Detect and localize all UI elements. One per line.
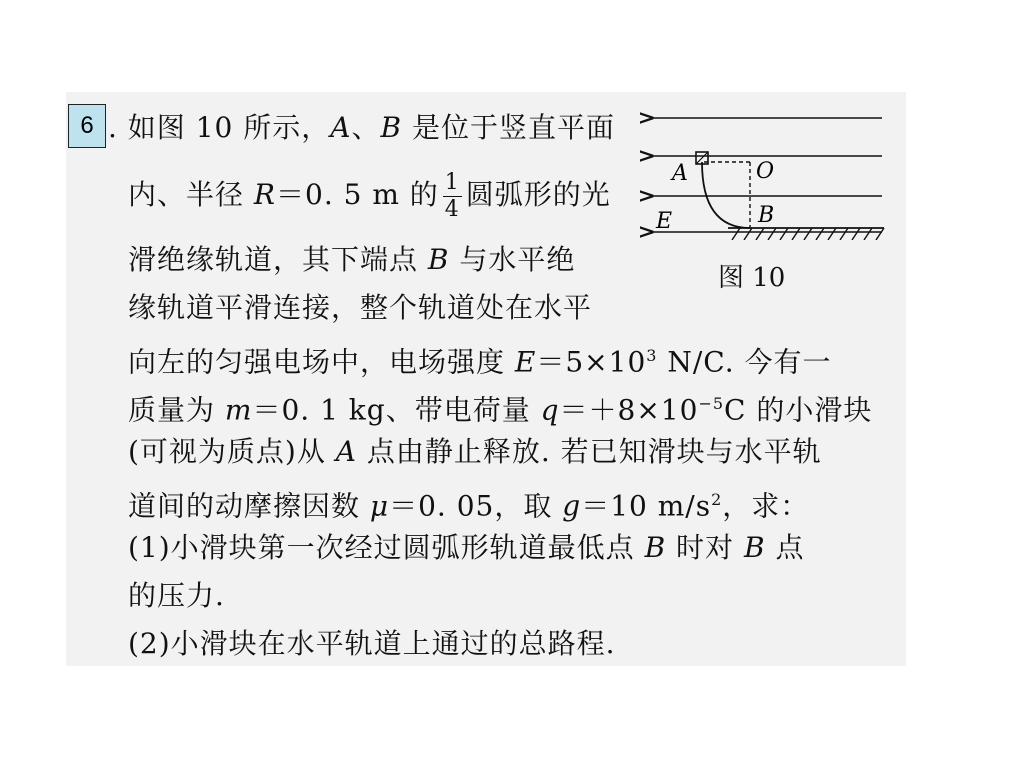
text-segment: 圆弧形的光: [465, 178, 611, 211]
label-E: E: [656, 209, 673, 234]
text-segment: 点由静止释放. 若已知滑块与水平轨: [356, 435, 822, 468]
text-segment: (可视为质点)从: [128, 435, 336, 468]
text-segment: ＝0. 1 kg、带电荷量: [252, 393, 541, 427]
math-var: B: [427, 243, 450, 276]
text-segment: 向左的匀强电场中，电场强度: [128, 345, 515, 379]
math-var: R: [253, 178, 276, 211]
problem-line-2: [128, 172, 611, 221]
text-segment: 时对: [666, 531, 744, 564]
math-var: B: [380, 111, 403, 144]
math-var: A: [335, 435, 357, 468]
problem-line-8: [128, 480, 809, 526]
math-var: B: [644, 531, 667, 564]
exponent: 2: [711, 490, 723, 509]
math-var: m: [224, 393, 253, 427]
problem-line-7: [128, 432, 822, 472]
problem-line-6: [128, 384, 872, 430]
fraction: [443, 172, 462, 221]
math-var: A: [330, 111, 352, 144]
fraction-denominator: 4: [444, 197, 460, 222]
text-segment: 质量为: [128, 393, 225, 427]
problem-line-4: [128, 288, 592, 328]
problem-line-1: [108, 108, 615, 148]
text-segment: 点: [765, 531, 805, 564]
text-segment: ＝0. 05，取: [389, 489, 563, 523]
text-segment: ＝10 m/s: [581, 489, 712, 523]
text-segment: 的压力.: [128, 579, 225, 612]
text-segment: 与水平绝: [449, 243, 576, 276]
math-var: E: [514, 345, 537, 379]
text-segment: 缘轨道平滑连接，整个轨道处在水平: [128, 291, 593, 324]
label-B: B: [758, 203, 775, 228]
text-segment: 是位于竖直平面: [402, 111, 615, 144]
problem-line-10: [128, 576, 225, 616]
math-var: g: [562, 489, 582, 523]
text-segment: 滑绝缘轨道，其下端点: [128, 243, 428, 276]
text-segment: C 的小滑块: [724, 393, 873, 427]
math-var: q: [540, 393, 560, 427]
text-segment: ＝0. 5 m 的: [276, 178, 439, 211]
text-segment: . 如图 10 所示，: [108, 111, 331, 144]
problem-line-3: [128, 240, 575, 280]
text-segment: N/C. 今有一: [657, 345, 832, 379]
fraction-numerator: 1: [444, 170, 460, 195]
text-segment: 内、半径: [128, 178, 254, 211]
problem-line-9: [128, 528, 804, 568]
text-segment: ＝＋8×10: [559, 393, 699, 427]
text-segment: 道间的动摩擦因数: [128, 489, 370, 523]
text-segment: ，求：: [722, 489, 810, 523]
problem-line-11: [128, 624, 616, 664]
text-segment: ＝5×10: [536, 345, 647, 379]
label-O: O: [756, 159, 775, 184]
figure-10-diagram: [640, 104, 890, 240]
ground-hatching: [732, 228, 884, 240]
math-var: μ: [369, 489, 390, 523]
problem-number-badge: 6: [68, 104, 106, 148]
text-segment: (1)小滑块第一次经过圆弧形轨道最低点: [128, 531, 645, 564]
text-segment: (2)小滑块在水平轨道上通过的总路程.: [128, 627, 616, 660]
figure-caption: 图 10: [718, 263, 786, 293]
label-A: A: [672, 161, 688, 186]
text-segment: 、: [351, 111, 381, 144]
exponent: 3: [646, 346, 658, 365]
problem-line-5: [128, 336, 832, 382]
exponent: −5: [698, 394, 725, 413]
arc-track: [702, 162, 750, 228]
math-var: B: [743, 531, 766, 564]
